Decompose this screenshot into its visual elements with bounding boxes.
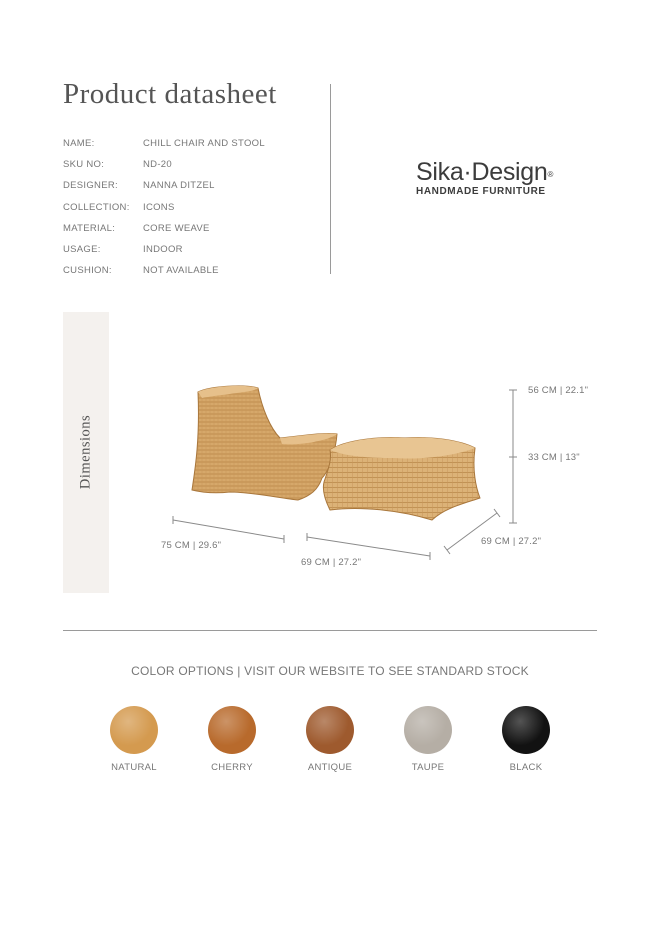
registered-mark: ®	[547, 170, 554, 179]
height-total-label: 56 CM | 22.1"	[528, 385, 589, 396]
swatch-cherry	[208, 706, 256, 754]
chair-image	[192, 386, 337, 500]
spec-value: CHILL CHAIR AND STOOL	[143, 138, 265, 149]
color-options-title: COLOR OPTIONS | VISIT OUR WEBSITE TO SEE STANDARD STOCK	[131, 664, 529, 678]
chair-depth-label: 75 CM | 29.6"	[161, 540, 222, 551]
swatch-label-antique: ANTIQUE	[307, 762, 353, 773]
spec-value: INDOOR	[143, 243, 183, 255]
spec-value: CORE WEAVE	[143, 222, 210, 234]
swatch-label-cherry: CHERRY	[211, 762, 253, 773]
spec-label: COLLECTION:	[63, 201, 130, 213]
swatch-taupe	[404, 706, 452, 754]
swatch-label-black: BLACK	[509, 762, 543, 773]
stool-depth-label: 69 CM | 27.2"	[481, 536, 542, 547]
spec-value: NANNA DITZEL	[143, 180, 215, 192]
height-seat-label: 33 CM | 13"	[528, 452, 580, 463]
swatch-black	[502, 706, 550, 754]
swatch-antique	[306, 706, 354, 754]
brand-tagline: HANDMADE FURNITURE	[416, 186, 546, 197]
spec-label: DESIGNER:	[63, 180, 118, 192]
spec-value: ICONS	[143, 201, 175, 213]
spec-label: USAGE:	[63, 243, 101, 255]
section-divider	[63, 630, 597, 631]
swatch-label-taupe: TAUPE	[411, 762, 445, 773]
spec-label: MATERIAL:	[63, 222, 116, 234]
stool-image	[323, 437, 480, 520]
stool-width-label: 69 CM | 27.2"	[301, 557, 362, 568]
swatch-natural	[110, 706, 158, 754]
spec-value: ND-20	[143, 159, 172, 171]
page-title: Product datasheet	[63, 78, 277, 110]
swatch-label-natural: NATURAL	[111, 762, 157, 773]
spec-label: NAME:	[63, 138, 95, 149]
spec-label: CUSHION:	[63, 265, 112, 277]
spec-label: SKU NO:	[63, 159, 105, 171]
dimensions-label: Dimensions	[77, 414, 94, 490]
spec-value: NOT AVAILABLE	[143, 265, 219, 277]
brand-name: Sika·Design	[416, 158, 548, 186]
